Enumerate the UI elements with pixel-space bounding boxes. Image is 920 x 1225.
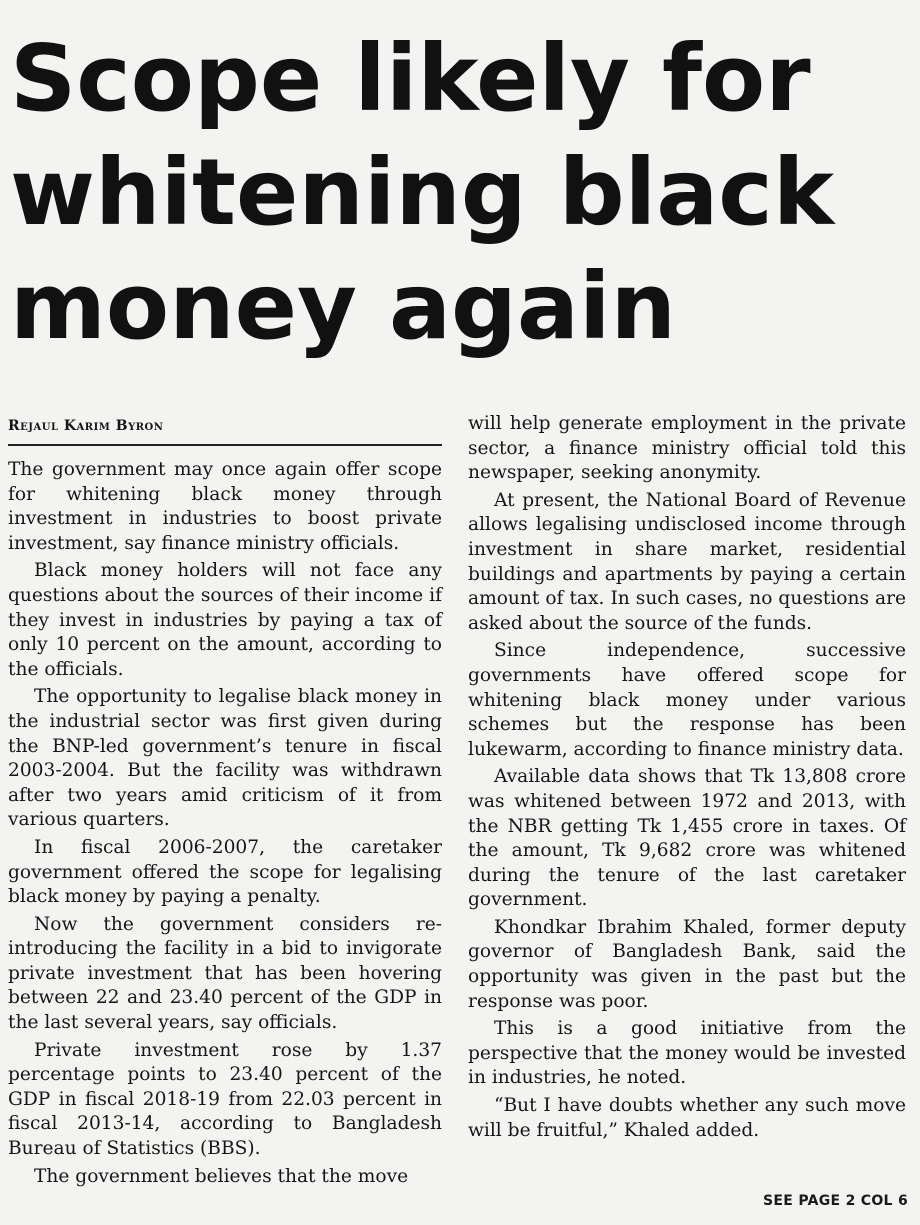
headline-line: money again (10, 253, 677, 360)
paragraph: At present, the National Board of Revenue allows legalising undisclosed income through investment in share market, residential buildings and apartments by paying a certain amount of tax. In such cases, no questions are asked about the source of the funds. (468, 489, 906, 634)
headline (10, 22, 915, 364)
headline-line: Scope likely for (10, 25, 811, 132)
paragraph: The government believes that the move (34, 1165, 409, 1187)
continuation-note: SEE PAGE 2 COL 6 (763, 1193, 908, 1209)
paragraph: In fiscal 2006-2007, the caretaker government offered the scope for legalising black money by paying a penalty. (8, 836, 442, 908)
paragraph: Black money holders will not face any questions about the sources of their income if they invest in industries by paying a tax of only 10 percent on the amount, according to the officials. (8, 560, 442, 680)
paragraph: Khondkar Ibrahim Khaled, former deputy governor of Bangladesh Bank, said the opportunity was given in the past but the response was poor. (468, 916, 906, 1012)
paragraph: The opportunity to legalise black money in the industrial sector was first given during the BNP-led government’s tenure in fiscal 2003-2004. But the facility was withdrawn after two years amid criticism of it from various quarters. (8, 686, 442, 831)
paragraph: “But I have doubts whether any such move will be fruitful,” Khaled added. (468, 1095, 906, 1141)
paragraph: Available data shows that Tk 13,808 crore was whitened between 1972 and 2013, with the NBR getting Tk 1,455 crore in taxes. Of the amount, Tk 9,682 crore was whitened during the tenure of the last caretaker government. (468, 766, 906, 911)
right-column (468, 412, 906, 1146)
paragraph: This is a good initiative from the perspective that the money would be invested in industries, he noted. (468, 1018, 906, 1089)
paragraph: Private investment rose by 1.37 percentage points to 23.40 percent of the GDP in fiscal 2018-19 from 22.03 percent in fiscal 2013-14, according to Bangladesh Bureau of Statistics (BBS). (8, 1039, 442, 1160)
paragraph: Since independence, successive governments have offered scope for whitening black money under various schemes but the response has been lukewarm, according to finance ministry data. (468, 640, 906, 760)
byline-divider (8, 444, 442, 446)
headline-line: whitening black (10, 139, 835, 246)
paragraph: The government may once again offer scope for whitening black money through investment in industries to boost private investment, say finance ministry officials. (8, 459, 442, 554)
paragraph: Now the government considers re-introducing the facility in a bid to invigorate private investment that has been hovering between 22 and 23.40 percent of the GDP in the last several years, say officials. (8, 913, 442, 1034)
left-column (8, 410, 442, 1192)
byline: Rejaul Karim Byron (8, 418, 164, 434)
paragraph: will help generate employment in the private sector, a finance ministry official told this newspaper, seeking anonymity. (468, 413, 906, 484)
